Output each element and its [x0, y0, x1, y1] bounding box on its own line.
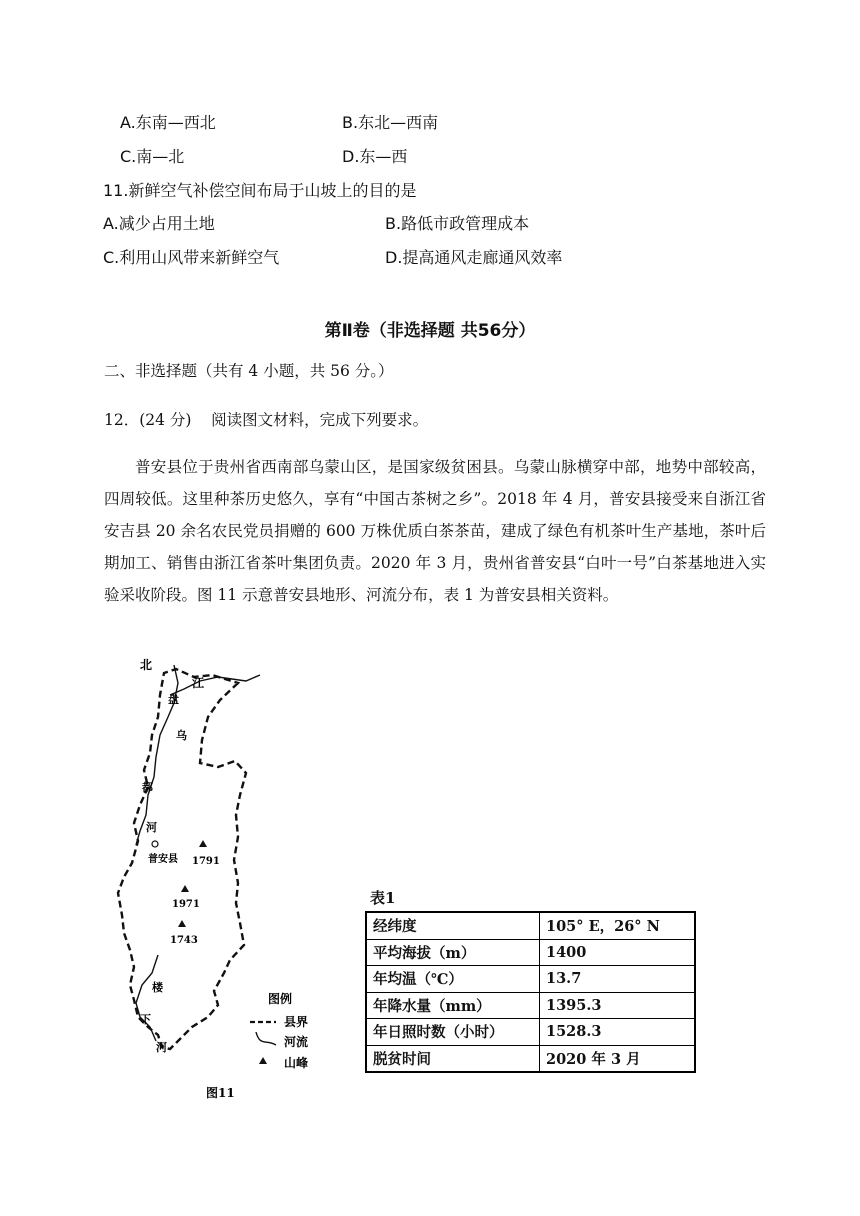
table-cell-value: 2020 年 3 月	[540, 1045, 696, 1072]
river-north	[136, 665, 178, 845]
q11-option-a: A.减少占用土地	[103, 214, 215, 233]
figure-caption: 图11	[206, 1086, 235, 1100]
river-north-branch	[170, 675, 260, 695]
table-row	[366, 1045, 695, 1072]
table-row	[366, 966, 695, 993]
county-seat-marker	[152, 841, 158, 847]
peak-label: 1791	[192, 856, 220, 867]
legend-peak-symbol	[259, 1057, 267, 1064]
river-label: 盘	[168, 693, 179, 706]
river-label: 乌	[176, 729, 187, 742]
river-label: 下	[140, 1013, 151, 1026]
river-label: 楼	[152, 981, 163, 994]
county-boundary	[118, 669, 246, 1049]
river-label: 河	[156, 1041, 167, 1054]
peak-label: 1743	[170, 935, 198, 946]
q10-option-b: B.东北—西南	[342, 113, 439, 132]
q10-option-d: D.东—西	[342, 147, 408, 166]
river-label: 河	[146, 821, 157, 834]
table-cell-value: 105° E，26° N	[540, 912, 696, 939]
q12-header: 12．(24 分) 阅读图文材料，完成下列要求。	[104, 411, 429, 429]
part2-title: 第Ⅱ卷（非选择题 共56分）	[324, 321, 536, 341]
table-cell-label: 年日照时数（小时）	[366, 1019, 540, 1046]
legend-river-symbol	[256, 1032, 276, 1045]
q11-option-d: D.提高通风走廊通风效率	[385, 248, 563, 267]
table-cell-value: 1395.3	[540, 992, 696, 1019]
table-cell-label: 年均温（℃）	[366, 966, 540, 993]
legend-boundary-label: 县界	[284, 1015, 309, 1029]
table-1	[365, 911, 696, 1073]
q11-option-b: B.路低市政管理成本	[385, 214, 530, 233]
table-cell-label: 平均海拔（m）	[366, 939, 540, 966]
table-row	[366, 1019, 695, 1046]
q12-material	[104, 451, 766, 611]
q12-paragraph: 普安县位于贵州省西南部乌蒙山区，是国家级贫困县。乌蒙山脉横穿中部，地势中部较高，四周较低。这里种茶历史悠久，享有“中国古茶树之乡”。2018 年 4 月，普安县接受来自浙江省安吉县 20 余名农民党员捐赠的 600 万株优质白茶茶苗，建成了绿色有机茶叶生产基地，茶叶后期加工、销售由浙江省茶叶集团负责。2020 年 3 月，贵州省普安县“白叶一号”白茶基地进入实验采收阶段。图 11 示意普安县地形、河流分布，表 1 为普安县相关资料。	[104, 458, 766, 604]
section-heading: 二、非选择题（共有 4 小题，共 56 分。）	[104, 362, 394, 380]
river-south	[136, 955, 158, 1041]
figure-11-map	[100, 655, 330, 1105]
table-row	[366, 912, 695, 939]
river-label: 都	[142, 781, 153, 794]
county-map	[100, 655, 330, 1105]
table-cell-label: 经纬度	[366, 912, 540, 939]
q10-option-a: A.东南—西北	[120, 113, 216, 132]
county-seat-label: 普安县	[148, 854, 178, 865]
table-cell-label: 脱贫时间	[366, 1045, 540, 1072]
table-row	[366, 939, 695, 966]
q10-option-c: C.南—北	[120, 147, 185, 166]
q11-option-c: C.利用山风带来新鲜空气	[103, 248, 280, 267]
table-cell-value: 13.7	[540, 966, 696, 993]
peak-label: 1971	[172, 899, 200, 910]
legend-river-label: 河流	[284, 1035, 309, 1049]
river-label: 江	[192, 676, 205, 690]
q11-stem: 11.新鲜空气补偿空间布局于山坡上的目的是	[103, 181, 417, 200]
peak-marker	[178, 920, 186, 927]
table-cell-label: 年降水量（mm）	[366, 992, 540, 1019]
peak-marker	[199, 840, 207, 847]
peak-marker	[181, 885, 189, 892]
legend-peak-label: 山峰	[284, 1056, 309, 1070]
legend-title: 图例	[268, 992, 293, 1006]
river-label: 北	[140, 658, 153, 672]
table-row	[366, 992, 695, 1019]
table-cell-value: 1528.3	[540, 1019, 696, 1046]
table-cell-value: 1400	[540, 939, 696, 966]
table-caption: 表1	[370, 889, 396, 907]
